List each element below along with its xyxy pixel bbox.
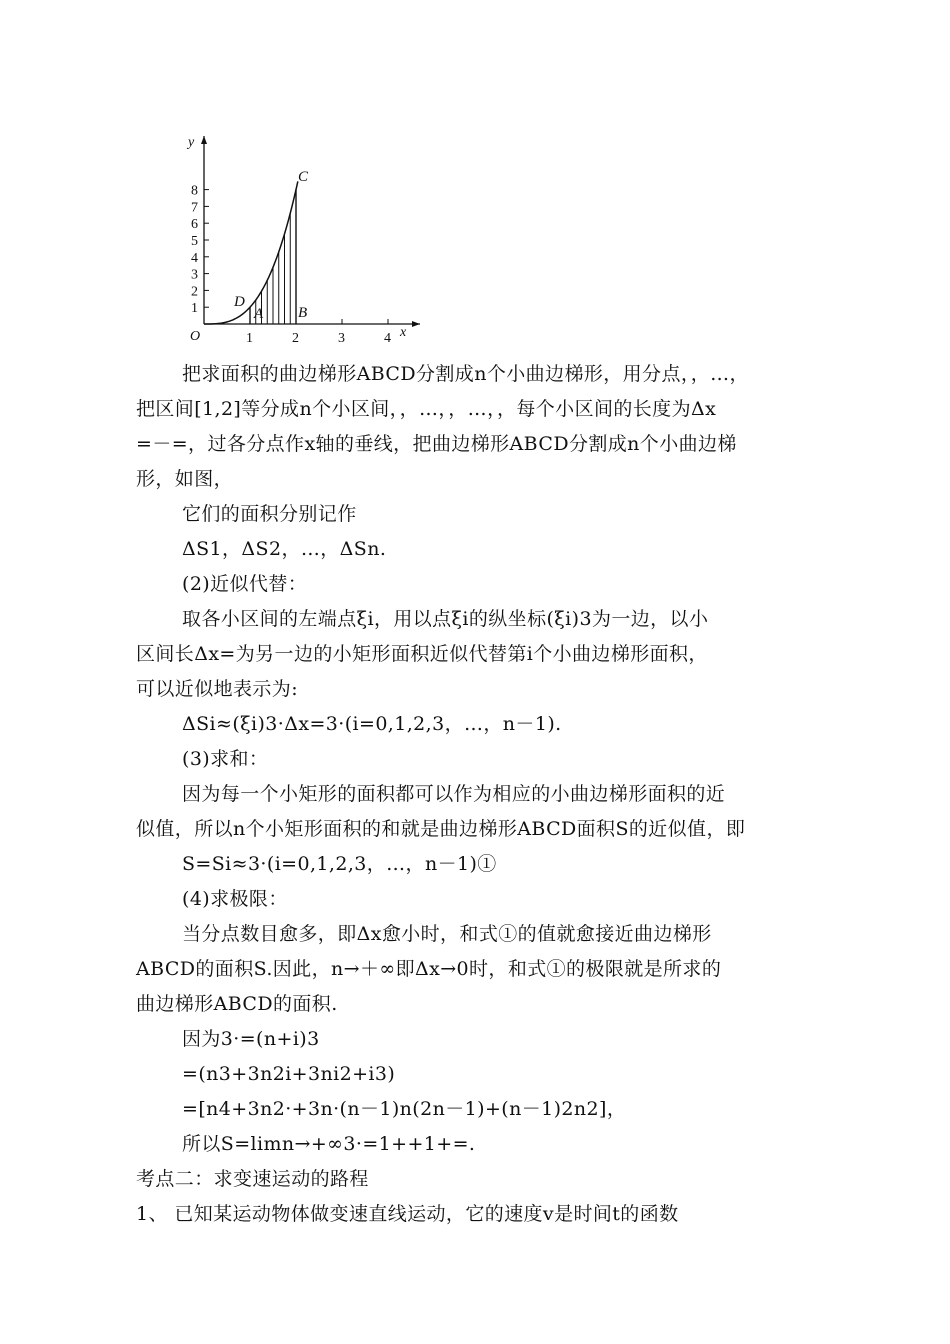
para-line-15: S=Si≈3·(i=0,1,2,3，…，n－1)① — [182, 853, 497, 875]
para-line-8: 取各小区间的左端点ξi，用以点ξi的纵坐标(ξi)3为一边，以小 — [182, 608, 709, 630]
y-tick-label: 5 — [191, 234, 198, 249]
y-tick-label: 8 — [191, 183, 198, 199]
x-axis-label: x — [400, 325, 407, 340]
x-tick-label: 1 — [246, 331, 253, 346]
area-diagram — [180, 128, 430, 350]
y-tick-label: 6 — [191, 217, 198, 233]
point-B-label: B — [298, 305, 308, 321]
y-tick-label: 7 — [191, 200, 198, 216]
para-line-2: 把区间[1,2]等分成n个小区间，，…，，…，，每个小区间的长度为Δx — [136, 398, 717, 420]
strip-lines — [250, 190, 296, 324]
para-line-10: 可以近似地表示为: — [136, 678, 299, 700]
para-line-3: =－=，过各分点作x轴的垂线，把曲边梯形ABCD分割成n个小曲边梯 — [136, 433, 737, 455]
para-line-12: (3)求和： — [182, 748, 269, 770]
para-line-20: 因为3·=(n+i)3 — [182, 1028, 320, 1050]
origin-label: O — [190, 329, 201, 344]
para-line-16: (4)求极限： — [182, 888, 288, 910]
para-line-21: =(n3+3n2i+3ni2+i3) — [182, 1063, 396, 1085]
para-line-9: 区间长Δx=为另一边的小矩形面积近似代替第i个小曲边梯形面积， — [136, 643, 708, 665]
para-line-19: 曲边梯形ABCD的面积. — [136, 993, 338, 1015]
para-line-6: ΔS1，ΔS2，…，ΔSn. — [182, 538, 387, 560]
para-line-18: ABCD的面积S.因此，n→＋∞即Δx→0时，和式①的极限就是所求的 — [136, 958, 722, 980]
curve-figure — [180, 128, 430, 350]
para-line-25: 1、 已知某运动物体做变速直线运动，它的速度v是时间t的函数 — [136, 1203, 679, 1225]
para-line-5: 它们的面积分别记作 — [182, 503, 357, 525]
y-tick-label: 2 — [191, 284, 198, 300]
y-ticks — [191, 184, 209, 317]
y-tick-label: 3 — [191, 267, 198, 283]
para-line-4: 形，如图， — [136, 468, 234, 490]
para-line-13: 因为每一个小矩形的面积都可以作为相应的小曲边梯形面积的近 — [182, 783, 726, 805]
point-C-label: C — [298, 169, 309, 185]
cubic-curve — [204, 181, 298, 324]
para-line-7: (2)近似代替： — [182, 573, 308, 595]
x-tick-label: 3 — [338, 331, 345, 346]
para-line-1: 把求面积的曲边梯形ABCD分割成n个小曲边梯形，用分点，，…， — [182, 363, 749, 385]
para-line-17: 当分点数目愈多，即Δx愈小时，和式①的值就愈接近曲边梯形 — [182, 923, 712, 945]
y-tick-label: 4 — [191, 250, 198, 266]
para-line-11: ΔSi≈(ξi)3·Δx=3·(i=0,1,2,3，…，n－1). — [182, 713, 562, 735]
y-axis-label: y — [188, 135, 195, 150]
para-line-14: 似值，所以n个小矩形面积的和就是曲边梯形ABCD面积S的近似值，即 — [136, 818, 746, 840]
x-tick-label: 2 — [292, 331, 299, 346]
section-heading: 考点二：求变速运动的路程 — [136, 1168, 369, 1190]
x-tick-label: 4 — [384, 331, 391, 346]
y-tick-label: 1 — [191, 301, 198, 317]
point-D-label: D — [234, 294, 245, 310]
para-line-23: 所以S=limn→+∞3·=1++1+=. — [182, 1133, 476, 1155]
para-line-22: =[n4+3n2·+3n·(n－1)n(2n－1)+(n－1)2n2]， — [182, 1098, 627, 1120]
point-A-label: A — [254, 306, 264, 322]
